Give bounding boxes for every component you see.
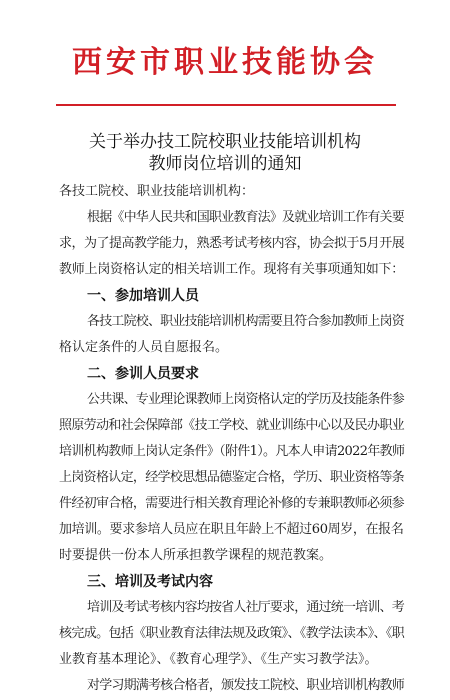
intro-line: 求，为了提高教学能力，熟悉考试考核内容，协会拟于5月开展 [59, 236, 405, 251]
section-2-line: 照原劳动和社会保障部《技工学校、就业训练中心以及民办职业 [59, 418, 404, 433]
section-heading-participants: 一、参加培训人员 [87, 288, 199, 304]
letterhead-red-rule [56, 104, 396, 106]
section-2-line: 培训机构教师上岗认定条件》（附件1）。凡本人申请2022年教师 [59, 444, 405, 459]
section-3-line: 业教育基本理论》、《教育心理学》、《生产实习教学法》。 [59, 652, 378, 667]
salutation: 各技工院校、职业技能培训机构： [59, 184, 255, 199]
section-2-line: 公共课、专业理论课教师上岗资格认定的学历及技能条件参 [87, 392, 404, 407]
org-letterhead: 西安市职业技能协会 [72, 45, 378, 80]
section-1-line: 各技工院校、职业技能培训机构需要且符合参加教师上岗资 [87, 314, 404, 329]
section-3-line: 对学习期满考核合格者，颁发技工院校、职业培训机构教师 [87, 678, 404, 693]
section-3-line: 核完成。包括《职业教育法律法规及政策》、《教学法读本》、《职 [59, 626, 405, 641]
intro-line: 教师上岗资格认定的相关培训工作。现将有关事项通知如下： [59, 262, 405, 277]
section-1-line: 格认定条件的人员自愿报名。 [59, 340, 229, 355]
section-2-line: 件经初审合格，需要进行相关教育理论补修的专兼职教师必须参 [59, 496, 404, 511]
section-3-line: 培训及考试考核内容均按省人社厅要求，通过统一培训、考 [87, 600, 404, 615]
intro-line: 根据《中华人民共和国职业教育法》及就业培训工作有关要 [87, 210, 404, 225]
section-heading-requirements: 二、参训人员要求 [87, 366, 199, 382]
document-title-line-1: 关于举办技工院校职业技能培训机构 [89, 132, 361, 152]
document-title-line-2: 教师岗位培训的通知 [148, 154, 302, 174]
section-2-line: 加培训。要求参培人员应在职且年龄上不超过60周岁，在报名 [59, 522, 404, 537]
section-heading-content: 三、培训及考试内容 [87, 574, 213, 590]
section-2-line: 上岗资格认定，经学校思想品德鉴定合格，学历、职业资格等条 [59, 470, 404, 485]
section-2-line: 时要提供一份本人所承担教学课程的规范教案。 [59, 548, 333, 563]
